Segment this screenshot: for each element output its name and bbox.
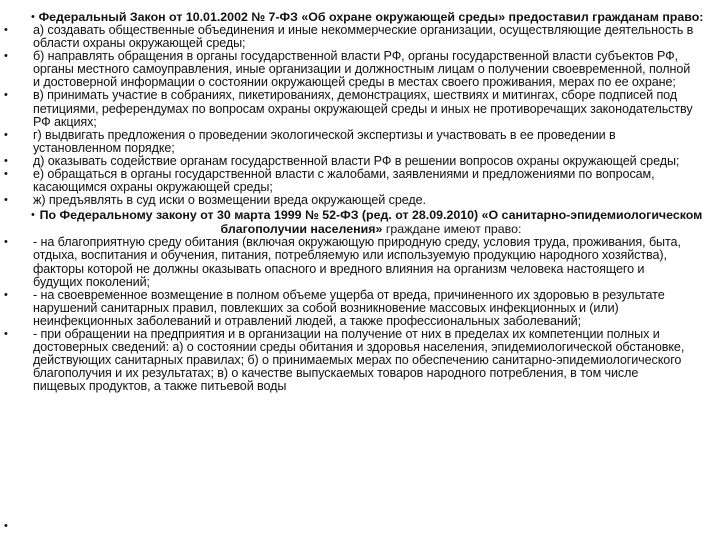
list-item — [0, 194, 720, 207]
bullet: • — [4, 128, 8, 141]
bullet: • — [31, 11, 35, 23]
bullet: • — [4, 520, 8, 532]
list-item-text: - на благоприятную среду обитания (включая окружающую природную среду, условия труда, проживания, быта, отдыха, воспитания и обучения, питания, потребляемую или используемую продукцию народного хозяйства), факторы которой не должны оказывать опасного и вредного влияния на организм человека настоящего и будущих поколений; — [33, 235, 681, 289]
bullet: • — [4, 194, 8, 207]
bullet: • — [31, 209, 35, 222]
bullet: • — [4, 24, 8, 36]
list-item-text: - при обращении на предприятия и в организации на получение от них в пределах их компетенции полных и достоверных сведений: а) о состоянии среды обитания и здоровья населения, эпидемиологической обстановке, действующих санитарных правилах; б) о принимаемых мерах по обеспечению санитарно-эпидемиологического благополучия и их результатах; в) о качестве выпускаемых товаров народного потребления, в том числе пищевых продуктов, а также питьевой воды — [33, 326, 685, 394]
list-item-text: а) создавать общественные объединения и иные некоммерческие организации, осуществляющие деятельность в области охраны окружающей среды; — [33, 23, 694, 51]
heading-law-52fz-bold: По Федеральному закону от 30 марта 1999 № 52-ФЗ (ред. от 28.09.2010) «О санитарно-эпидемиологическом благополучии населения» — [39, 208, 703, 237]
list-item — [0, 50, 720, 89]
bullet: • — [4, 168, 8, 181]
rights-list-7fz — [0, 24, 720, 207]
bullet: • — [4, 236, 8, 249]
heading-law-52fz — [0, 208, 720, 236]
heading-law-7fz — [0, 10, 720, 24]
list-item-text: д) оказывать содействие органам государственной власти РФ в решении вопросов охраны окружающей среды; — [33, 153, 680, 168]
rights-list-52fz — [0, 236, 720, 393]
list-item — [0, 328, 720, 393]
list-item-text: е) обращаться в органы государственной власти с жалобами, заявлениями и предложениями по вопросам, касающимся охраны окружающей среды; — [33, 167, 655, 195]
list-item — [0, 89, 720, 128]
list-item — [0, 168, 720, 194]
heading-law-7fz-text: Федеральный Закон от 10.01.2002 № 7-ФЗ «Об охране окружающей среды» предоставил гражданам право: — [38, 10, 704, 24]
list-item — [0, 129, 720, 155]
list-item-text: г) выдвигать предложения о проведении экологической экспертизы и участвовать в ее проведении в установленном порядке; — [33, 127, 616, 155]
list-item-text: - на своевременное возмещение в полном объеме ущерба от вреда, причиненного их здоровью в результате нарушений санитарных правил, повлекших за собой возникновение массовых инфекционных и (или) неинфекционных заболеваний и отравлений людей, а также профессиональных заболеваний; — [33, 287, 665, 328]
list-item — [0, 236, 720, 288]
bullet: • — [4, 50, 8, 63]
list-item — [0, 289, 720, 328]
list-item — [0, 24, 720, 50]
list-item-text: ж) предъявлять в суд иски о возмещении вреда окружающей среде. — [33, 193, 426, 208]
bullet: • — [4, 154, 8, 167]
list-item-text: в) принимать участие в собраниях, пикетированиях, демонстрациях, шествиях и митингах, сборе подписей под петициями, референдумах по вопросам охраны окружающей среды и иных не противоречащих законодательству РФ акциях; — [33, 88, 693, 129]
heading-law-52fz-normal: граждане имеют право: — [382, 222, 522, 237]
bullet: • — [4, 89, 8, 102]
bullet: • — [4, 327, 8, 340]
bullet: • — [4, 288, 8, 301]
list-item-text: б) направлять обращения в органы государственной власти РФ, органы государственной власти субъектов РФ, органы местного самоуправления, иные организации и должностным лицам о получении своевременной, полной и достоверной информации о состоянии окружающей среды в местах своего проживания, мерах по ее охране; — [33, 49, 691, 90]
